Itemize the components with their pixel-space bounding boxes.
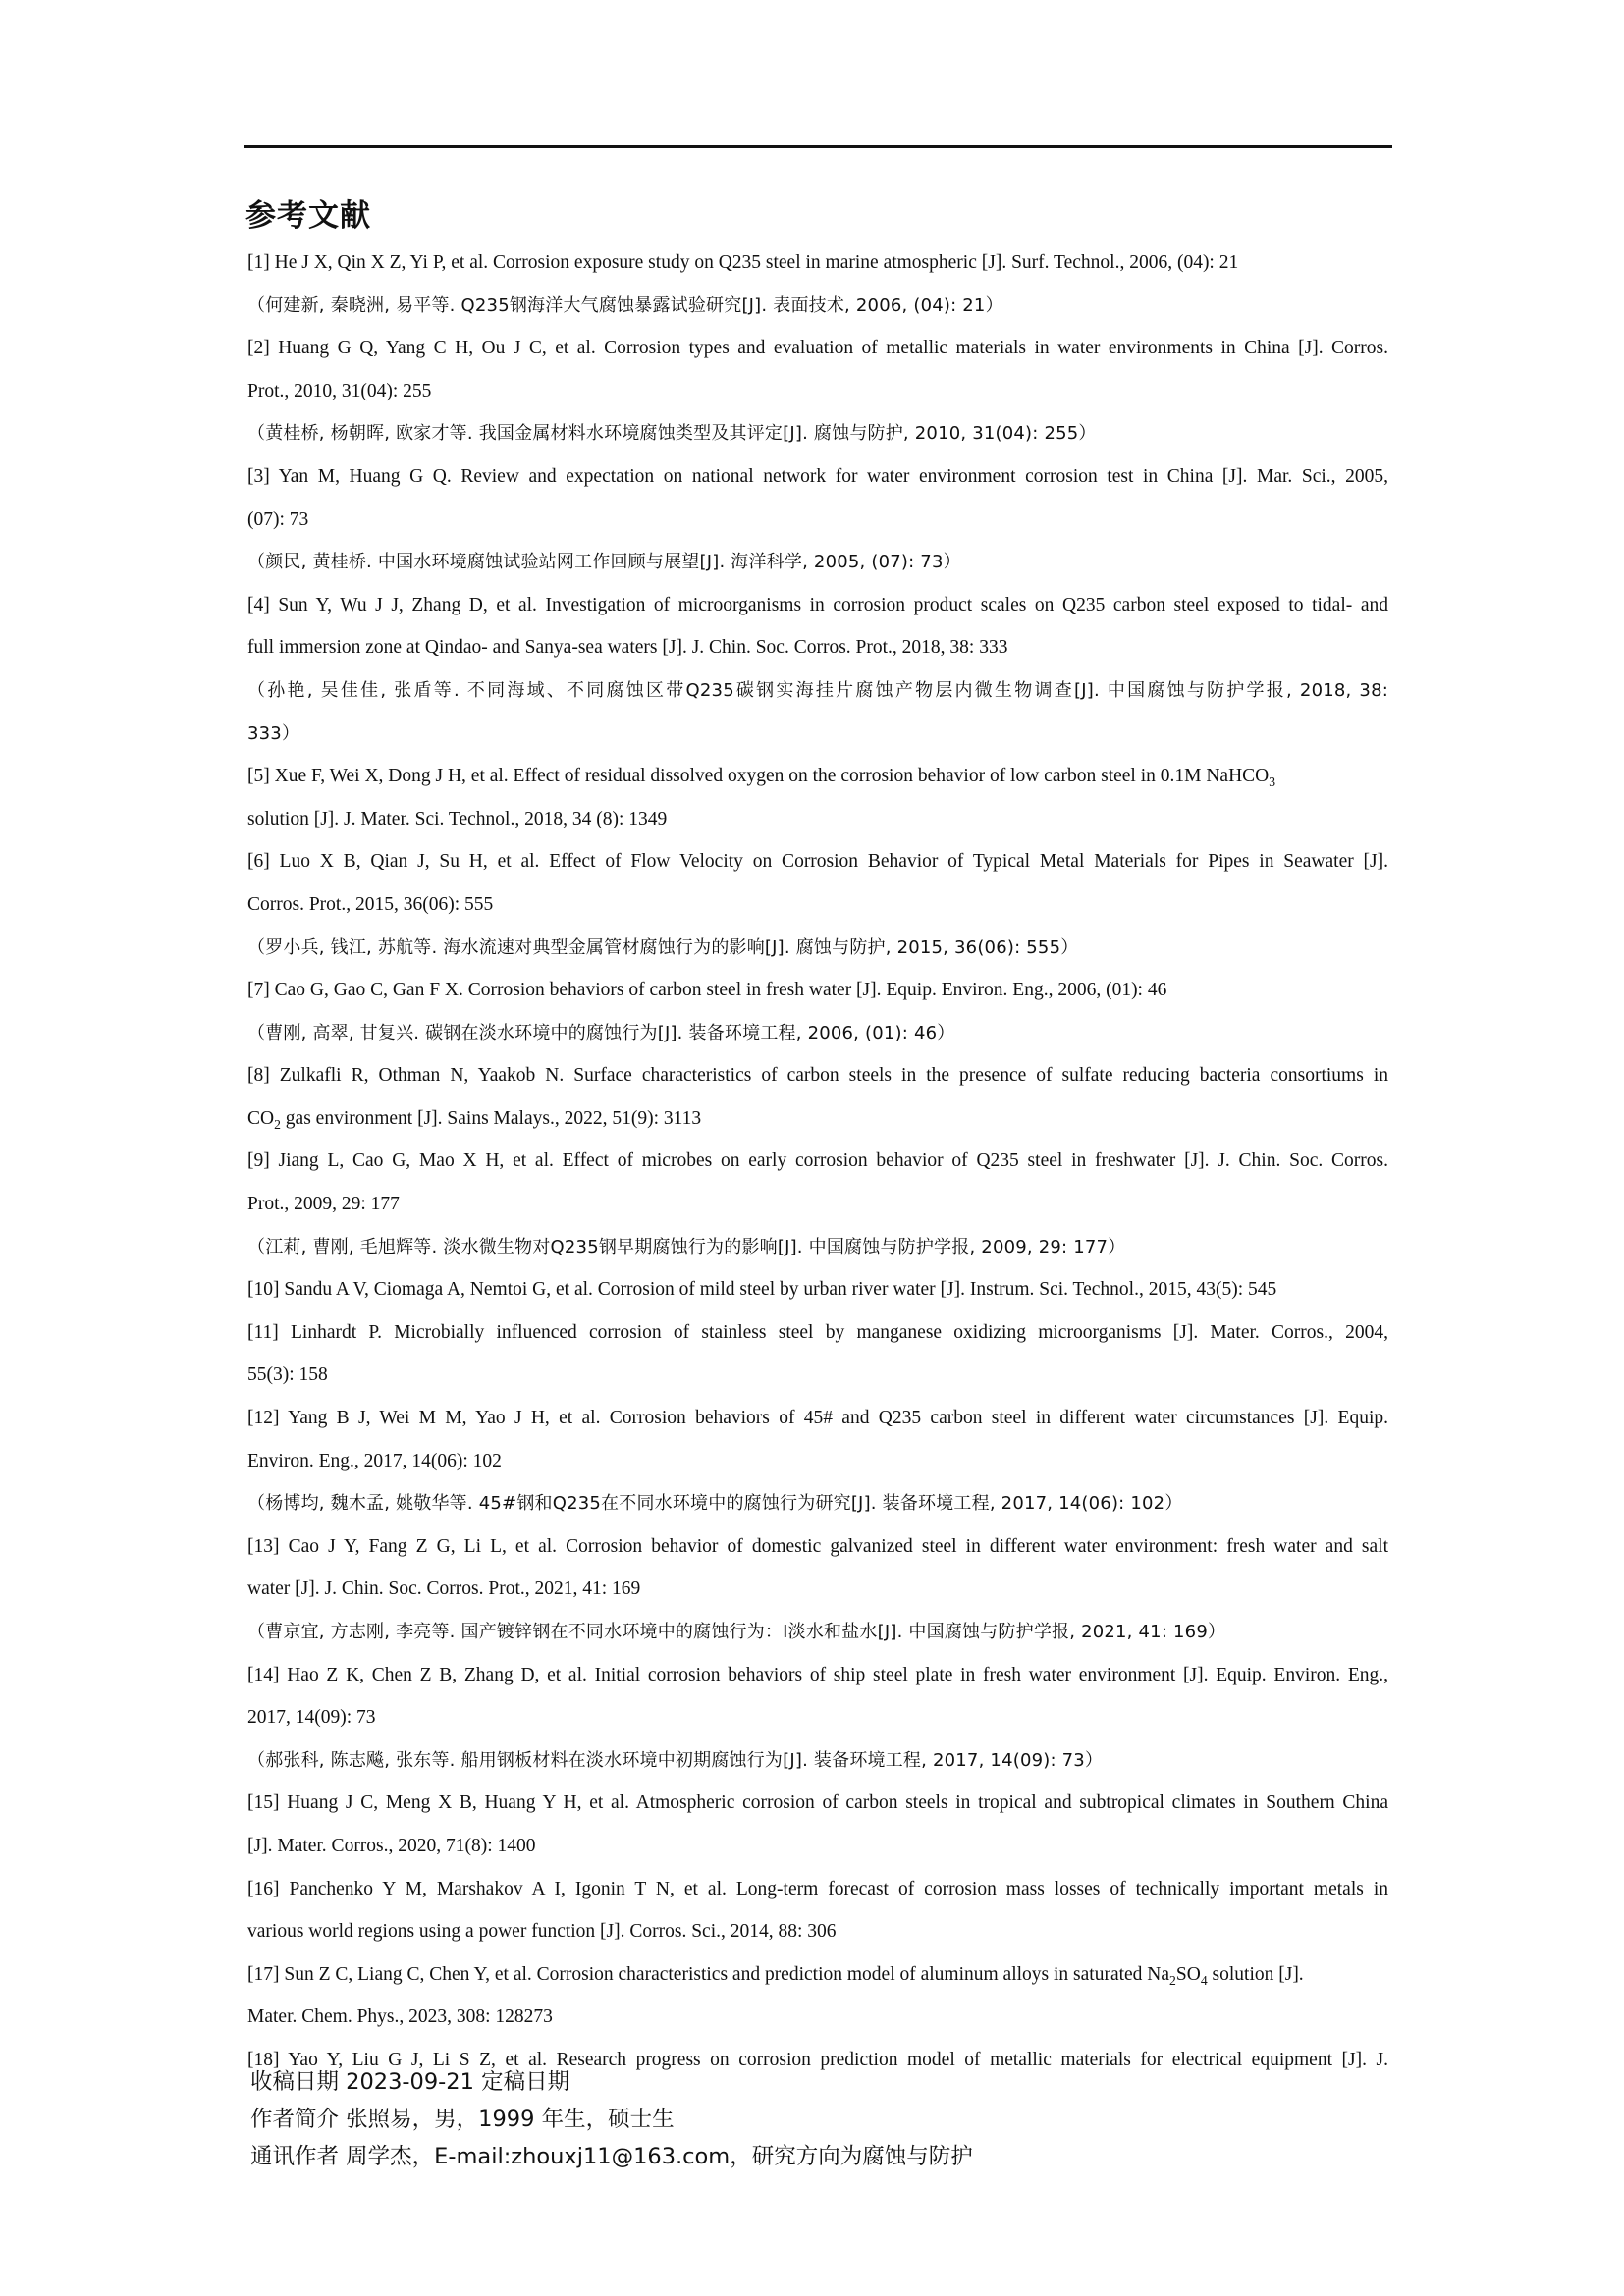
ref-7-line-1: [7] Cao G, Gao C, Gan F X. Corrosion behaviors of carbon steel in fresh water [J]. Equip. Environ. Eng., 2006, (01): 46 [247,980,1167,1001]
ref-16-line-1: [16] Panchenko Y M, Marshakov A I, Igonin T N, et al. Long-term forecast of corrosion mass losses of technically important metals in [247,1878,1388,1899]
ref-5-subscript: 3 [1269,774,1276,790]
author-bio: 作者简介 张照易，男，1999 年生，硕士生 [250,2107,675,2132]
ref-15-line-1: [15] Huang J C, Meng X B, Huang Y H, et al. Atmospheric corrosion of carbon steels in tropical and subtropical climates in Southern China [247,1792,1388,1814]
ref-14-line-2: 2017, 14(09): 73 [247,1707,376,1729]
ref-17-subscript-2: 4 [1200,1972,1208,1988]
ref-14-chinese: （郝张科, 陈志飚, 张东等. 船用钢板材料在淡水环境中初期腐蚀行为[J]. 装备环境工程, 2017, 14(09): 73） [247,1749,1104,1771]
ref-14-line-1: [14] Hao Z K, Chen Z B, Zhang D, et al. Initial corrosion behaviors of ship steel plate in fresh water environment [J]. Equip. Environ. Eng., [247,1664,1388,1685]
ref-13-chinese: （曹京宜, 方志刚, 李亮等. 国产镀锌钢在不同水环境中的腐蚀行为：I淡水和盐水[J]. 中国腐蚀与防护学报, 2021, 41: 169） [247,1622,1226,1642]
corresponding-author: 通讯作者 周学杰，E-mail:zhouxj11@163.com，研究方向为腐蚀与防护 [250,2144,973,2169]
ref-9-line-2: Prot., 2009, 29: 177 [247,1194,400,1215]
ref-8-line-2 [247,1097,1388,1141]
ref-3-line-2: (07): 73 [247,508,309,530]
ref-16-line-2: various world regions using a power function [J]. Corros. Sci., 2014, 88: 306 [247,1921,837,1943]
ref-13-line-1: [13] Cao J Y, Fang Z G, Li L, et al. Corrosion behavior of domestic galvanized steel in different water environment: fresh water and salt [247,1535,1388,1557]
ref-6-line-2: Corros. Prot., 2015, 36(06): 555 [247,893,494,915]
ref-2-chinese: （黄桂桥, 杨朝晖, 欧家才等. 我国金属材料水环境腐蚀类型及其评定[J]. 腐蚀与防护, 2010, 31(04): 255） [247,423,1097,445]
ref-5-line-2: solution [J]. J. Mater. Sci. Technol., 2018, 34 (8): 1349 [247,808,668,829]
ref-4-line-1: [4] Sun Y, Wu J J, Zhang D, et al. Investigation of microorganisms in corrosion product scales on Q235 carbon steel exposed to tidal- and [247,594,1388,615]
ref-12-line-2: Environ. Eng., 2017, 14(06): 102 [247,1450,502,1471]
ref-17-line-2: Mater. Chem. Phys., 2023, 308: 128273 [247,2006,553,2028]
ref-8-formula: CO [247,1107,275,1129]
ref-6-chinese: （罗小兵, 钱江, 苏航等. 海水流速对典型金属管材腐蚀行为的影响[J]. 腐蚀与防护, 2015, 36(06): 555） [247,936,1079,958]
ref-4-chinese-1: （孙艳, 吴佳佳, 张盾等. 不同海域、不同腐蚀区带Q235碳钢实海挂片腐蚀产物层内微生物调查[J]. 中国腐蚀与防护学报, 2018, 38: [247,679,1388,701]
ref-4-line-2: full immersion zone at Qindao- and Sanya-sea waters [J]. J. Chin. Soc. Corros. Prot., 2018, 38: 333 [247,637,1008,659]
ref-2-line-1: [2] Huang G Q, Yang C H, Ou J C, et al. Corrosion types and evaluation of metallic materials in water environments in China [J]. Corros. [247,338,1388,359]
ref-4-chinese-2: 333） [247,722,300,744]
references-heading: 参考文献 [245,198,371,234]
received-date: 收稿日期 2023-09-21 定稿日期 [250,2069,570,2095]
ref-11-line-2: 55(3): 158 [247,1364,328,1386]
ref-8-subscript: 2 [274,1116,281,1132]
ref-12-line-1: [12] Yang B J, Wei M M, Yao J H, et al. Corrosion behaviors of 45# and Q235 carbon steel in different water circumstances [J]. Equip. [247,1408,1388,1429]
ref-3-chinese: （颜民, 黄桂桥. 中国水环境腐蚀试验站网工作回顾与展望[J]. 海洋科学, 2005, (07): 73） [247,552,961,573]
ref-9-line-1: [9] Jiang L, Cao G, Mao X H, et al. Effect of microbes on early corrosion behavior of Q235 steel in freshwater [J]. J. Chin. Soc. Corros. [247,1150,1388,1172]
ref-12-chinese: （杨博均, 魏木孟, 姚敬华等. 45#钢和Q235在不同水环境中的腐蚀行为研究[J]. 装备环境工程, 2017, 14(06): 102） [247,1493,1183,1515]
ref-5-line-1-text: [5] Xue F, Wei X, Dong J H, et al. Effect of residual dissolved oxygen on the corrosion behavior of low carbon steel in 0.1M NaHCO [247,766,1270,787]
ref-18-line-1: [18] Yao Y, Liu G J, Li S Z, et al. Research progress on corrosion prediction model of metallic materials for electrical equipment [J]. J. [247,2049,1388,2070]
ref-13-line-2: water [J]. J. Chin. Soc. Corros. Prot., 2021, 41: 169 [247,1578,641,1600]
ref-17-line-1-tail: solution [J]. [1207,1963,1304,1985]
ref-17-line-1-text: [17] Sun Z C, Liang C, Chen Y, et al. Corrosion characteristics and prediction model of aluminum alloys in saturated Na [247,1963,1170,1985]
ref-15-line-2: [J]. Mater. Corros., 2020, 71(8): 1400 [247,1835,536,1856]
ref-8-line-1: [8] Zulkafli R, Othman N, Yaakob N. Surface characteristics of carbon steels in the presence of sulfate reducing bacteria consortiums in [247,1065,1388,1087]
ref-9-chinese: （江莉, 曹刚, 毛旭辉等. 淡水微生物对Q235钢早期腐蚀行为的影响[J]. 中国腐蚀与防护学报, 2009, 29: 177） [247,1236,1126,1257]
ref-8-line-2-text: gas environment [J]. Sains Malays., 2022, 51(9): 3113 [280,1107,702,1129]
ref-7-chinese: （曹刚, 高翠, 甘复兴. 碳钢在淡水环境中的腐蚀行为[J]. 装备环境工程, 2006, (01): 46） [247,1022,955,1043]
ref-6-line-1: [6] Luo X B, Qian J, Su H, et al. Effect of Flow Velocity on Corrosion Behavior of Typical Metal Materials for Pipes in Seawater [J]. [247,851,1388,873]
ref-1-line-1: [1] He J X, Qin X Z, Yi P, et al. Corrosion exposure study on Q235 steel in marine atmospheric [J]. Surf. Technol., 2006, (04): 21 [247,252,1239,273]
ref-17-formula: SO [1175,1963,1201,1985]
article-footer [250,2063,973,2175]
ref-1-chinese: （何建新, 秦晓洲, 易平等. Q235钢海洋大气腐蚀暴露试验研究[J]. 表面技术, 2006, (04): 21） [247,294,1003,316]
ref-11-line-1: [11] Linhardt P. Microbially influenced corrosion of stainless steel by manganese oxidizing microorganisms [J]. Mater. Corros., 2004, [247,1321,1388,1343]
ref-3-line-1: [3] Yan M, Huang G Q. Review and expectation on national network for water environment corrosion test in China [J]. Mar. Sci., 2005, [247,465,1388,487]
header-rule [244,145,1392,148]
reference-list [247,241,1388,2082]
ref-10-line-1: [10] Sandu A V, Ciomaga A, Nemtoi G, et al. Corrosion of mild steel by urban river water [J]. Instrum. Sci. Technol., 2015, 43(5): 545 [247,1279,1277,1301]
ref-5-line-1 [247,755,1388,798]
ref-17-line-1 [247,1953,1388,1997]
ref-17-subscript-1: 2 [1169,1972,1176,1988]
ref-2-line-2: Prot., 2010, 31(04): 255 [247,380,432,401]
